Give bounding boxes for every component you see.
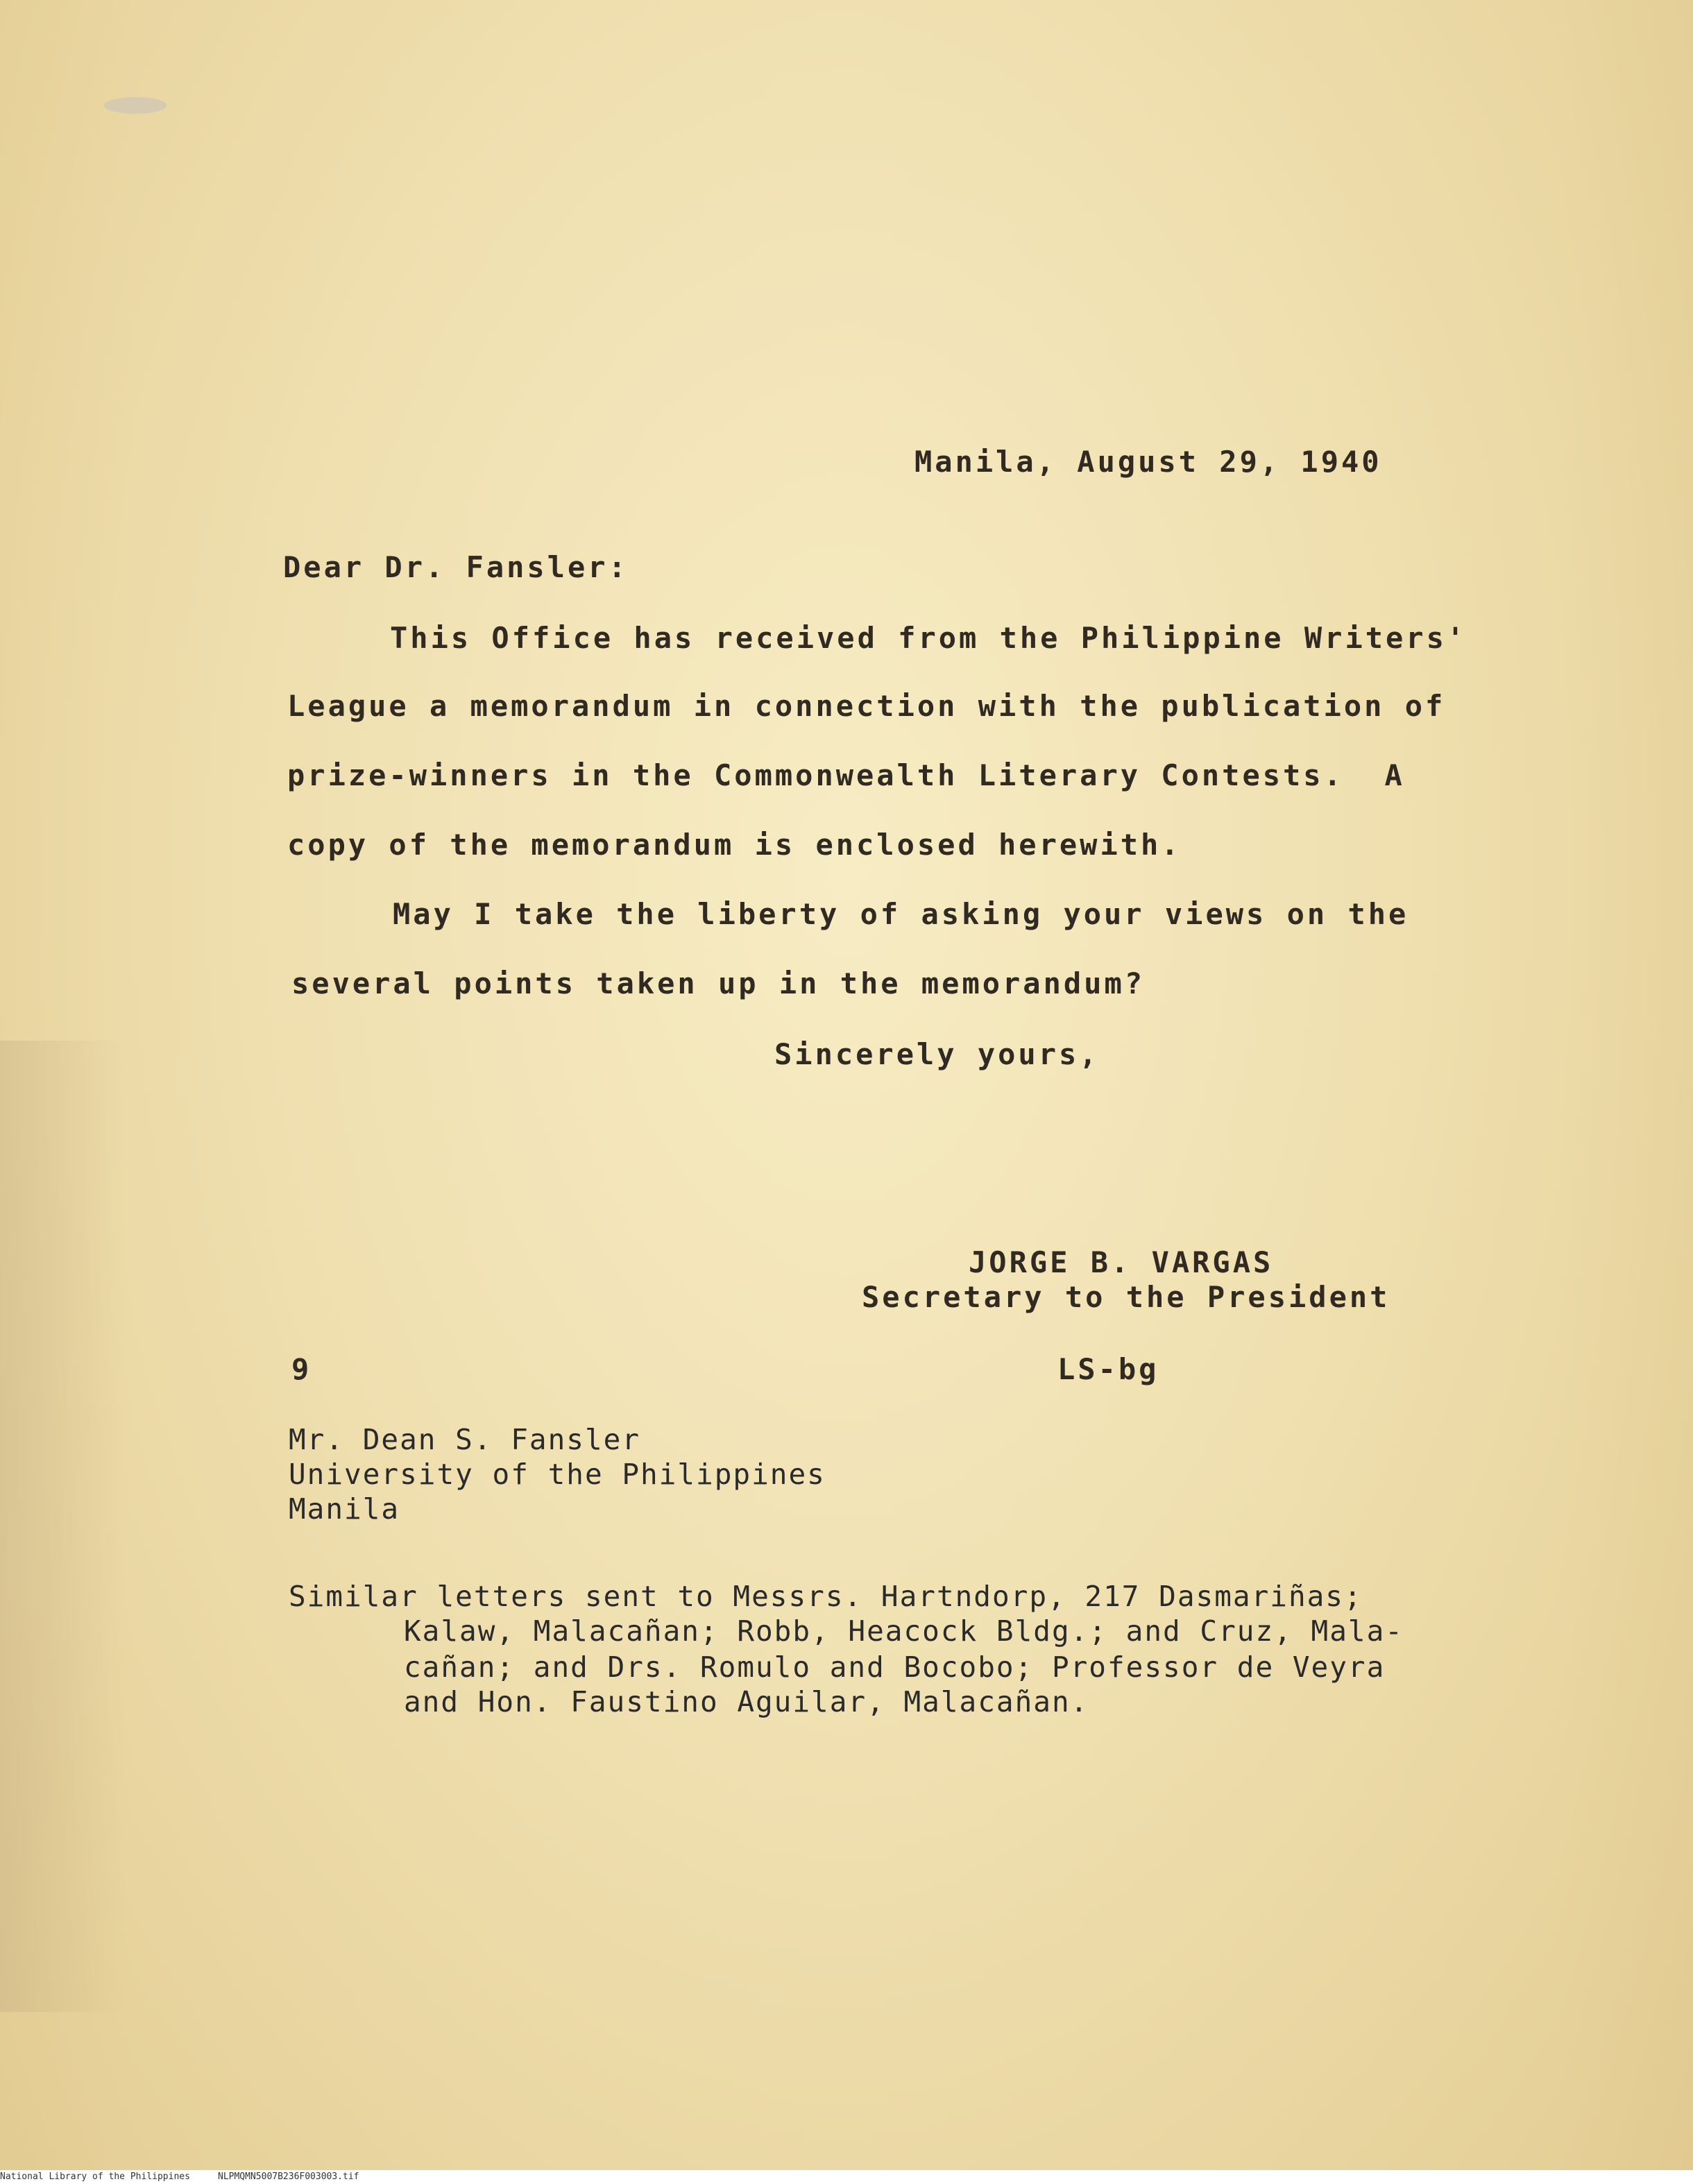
body-line-4: copy of the memorandum is enclosed herewith. — [287, 828, 1182, 862]
note-line-1: Similar letters sent to Messrs. Hartndorp, 217 Dasmariñas; — [289, 1580, 1363, 1613]
signer-title: Secretary to the President — [862, 1280, 1390, 1314]
letter-date: Manila, August 29, 1940 — [914, 445, 1382, 479]
note-line-3: cañan; and Drs. Romulo and Bocobo; Professor de Veyra — [404, 1650, 1386, 1684]
recipient-line-1: Mr. Dean S. Fansler — [289, 1423, 640, 1456]
footer-library: National Library of the Philippines — [0, 2172, 190, 2182]
reference-initials: LS-bg — [1057, 1352, 1159, 1386]
signer-name: JORGE B. VARGAS — [969, 1245, 1274, 1279]
body-line-3: prize-winners in the Commonwealth Literary Contests. A — [287, 758, 1405, 792]
footer-file-id: NLPMQMN5007B236F003003.tif — [218, 2172, 359, 2182]
paper-stain — [104, 97, 167, 114]
recipient-line-2: University of the Philippines — [289, 1458, 826, 1491]
paper-shadow — [0, 1041, 125, 2012]
body-line-6: several points taken up in the memorandum? — [291, 966, 1146, 1000]
body-line-2: League a memorandum in connection with the publication of — [287, 689, 1446, 723]
note-line-2: Kalaw, Malacañan; Robb, Heacock Bldg.; and Cruz, Mala- — [404, 1614, 1404, 1648]
body-line-5: May I take the liberty of asking your views on the — [393, 897, 1409, 931]
recipient-line-3: Manila — [289, 1492, 400, 1526]
archive-footer — [0, 2170, 1693, 2184]
note-line-4: and Hon. Faustino Aguilar, Malacañan. — [404, 1685, 1089, 1718]
body-line-1: This Office has received from the Philippine Writers' — [390, 621, 1467, 655]
salutation: Dear Dr. Fansler: — [283, 550, 629, 584]
closing: Sincerely yours, — [774, 1037, 1100, 1071]
page-mark: 9 — [291, 1352, 312, 1386]
